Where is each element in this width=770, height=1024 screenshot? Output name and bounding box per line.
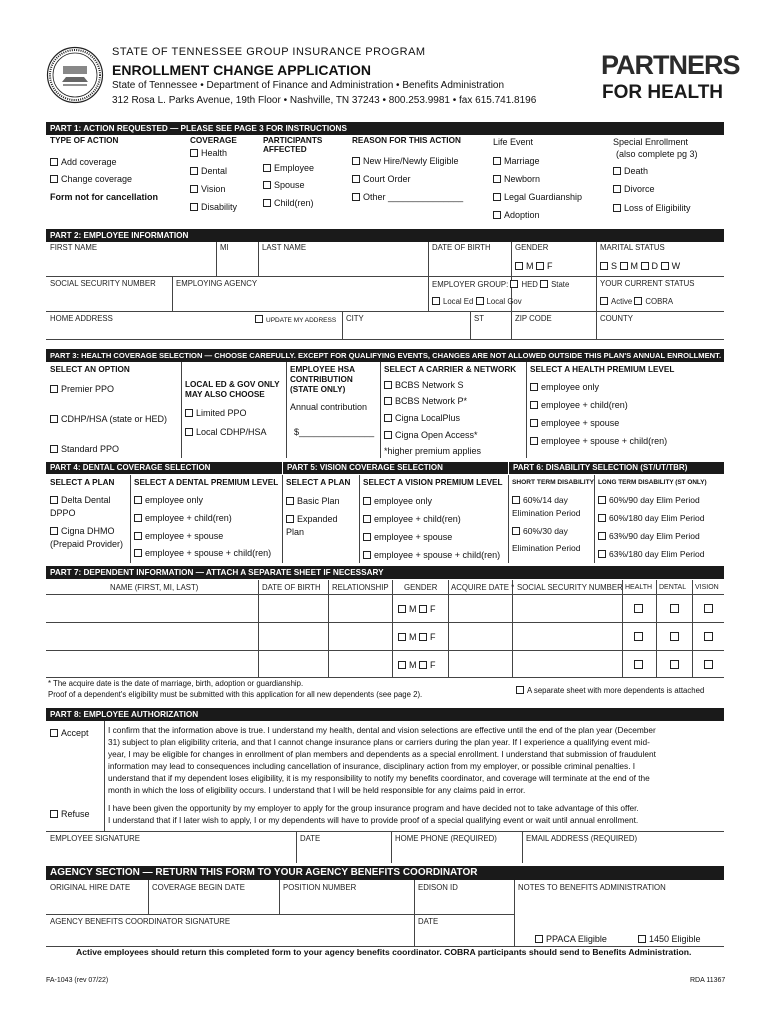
health-local-cdhp[interactable]: Local CDHP/HSA (185, 427, 267, 437)
special-divorce[interactable]: Divorce (613, 184, 655, 194)
participant-employee[interactable]: Employee (263, 163, 314, 173)
health-standard-ppo[interactable]: Standard PPO (50, 444, 119, 454)
event-marriage[interactable]: Marriage (493, 156, 540, 166)
ppaca-eligible-option[interactable]: PPACA Eligible (535, 934, 607, 944)
part5-header: PART 5: VISION COVERAGE SELECTION (283, 462, 508, 474)
ltd-60-180[interactable]: 60%/180 day Elim Period (598, 514, 704, 524)
checkbox-icon[interactable] (286, 515, 294, 523)
std-60-30[interactable]: 60%/30 day (512, 527, 568, 537)
dob-label: DATE OF BIRTH (432, 243, 491, 252)
form-number: FA-1043 (rev 07/22) (46, 977, 109, 984)
vision-premium-employee-children[interactable]: employee + child(ren) (363, 514, 461, 524)
short-term-label: SHORT TERM DISABILITY (512, 479, 595, 486)
coverage-label: COVERAGE (190, 136, 237, 145)
part2-header: PART 2: EMPLOYEE INFORMATION (46, 229, 724, 242)
dental-plan-label: SELECT A PLAN (50, 478, 115, 487)
checkbox-icon[interactable] (134, 514, 142, 522)
checkbox-icon[interactable] (50, 175, 58, 183)
vision-premium-label: SELECT A VISION PREMIUM LEVEL (363, 478, 503, 487)
higher-premium-note: *higher premium applies (384, 446, 482, 456)
ltd-63-180[interactable]: 63%/180 day Elim Period (598, 550, 704, 560)
health-premium-family[interactable]: employee + spouse + child(ren) (530, 436, 667, 446)
checkbox-icon[interactable] (510, 280, 518, 288)
dental-premium-label: SELECT A DENTAL PREMIUM LEVEL (134, 478, 279, 487)
coverage-health[interactable]: Health (190, 148, 227, 158)
coverage-disability[interactable]: Disability (190, 202, 237, 212)
carrier-network-label: SELECT A CARRIER & NETWORK (384, 365, 517, 374)
checkbox-icon[interactable] (398, 633, 406, 641)
checkbox-icon[interactable] (536, 262, 544, 270)
update-address-option[interactable]: UPDATE MY ADDRESS (255, 315, 336, 324)
hsa-label-1: EMPLOYEE HSA (290, 365, 356, 374)
checkbox-icon[interactable] (190, 149, 198, 157)
edison-id-label: EDISON ID (418, 883, 458, 892)
type-of-action-label: TYPE OF ACTION (50, 136, 119, 145)
current-status-options[interactable]: Active COBRA (600, 297, 673, 307)
home-address-label: HOME ADDRESS (50, 314, 113, 323)
checkbox-icon[interactable] (641, 262, 649, 270)
employee-signature-label: EMPLOYEE SIGNATURE (50, 834, 140, 843)
event-legal-guardianship[interactable]: Legal Guardianship (493, 192, 582, 202)
part3-header: PART 3: HEALTH COVERAGE SELECTION — CHOOSE CAREFULLY. EXCEPT FOR QUALIFYING EVENTS, CHANGES ARE NOT ALLOWED OUTSIDE THIS PLAN'S ANNUAL ENROLLMENT. (46, 349, 724, 362)
vision-basic[interactable]: Basic Plan (286, 496, 340, 506)
part1-header: PART 1: ACTION REQUESTED — PLEASE SEE PAGE 3 FOR INSTRUCTIONS (46, 122, 724, 135)
participant-children[interactable]: Child(ren) (263, 198, 314, 208)
special-enrollment-note: (also complete pg 3) (616, 149, 698, 159)
participant-spouse[interactable]: Spouse (263, 180, 305, 190)
checkbox-icon[interactable] (419, 633, 427, 641)
checkbox-icon[interactable] (352, 157, 360, 165)
st-label: ST (474, 314, 484, 323)
form-title: ENROLLMENT CHANGE APPLICATION (112, 62, 371, 78)
accept-text-4: information may lead to consequences including cancellation of insurance, disciplinary action from my employer, or possible criminal penalties. I (108, 761, 636, 771)
dep-gender-header: GENDER (404, 583, 438, 592)
ltd-60-90[interactable]: 60%/90 day Elim Period (598, 496, 700, 506)
part8-header: PART 8: EMPLOYEE AUTHORIZATION (46, 708, 724, 721)
checkbox-icon[interactable] (540, 280, 548, 288)
refuse-text-1: I have been given the opportunity by my employer to apply for the group insurance program and have decided not to take advantage of this offer. (108, 803, 639, 813)
carrier-bcbs-s[interactable]: BCBS Network S (384, 380, 464, 390)
checkbox-icon[interactable] (134, 532, 142, 540)
dep3-gender[interactable]: M F (398, 660, 436, 670)
std-60-30-elim: Elimination Period (512, 543, 581, 553)
address-line: 312 Rosa L. Parks Avenue, 19th Floor • Nashville, TN 37243 • 800.253.9981 • fax 615.741.8196 (112, 95, 537, 106)
coordinator-signature-label: AGENCY BENEFITS COORDINATOR SIGNATURE (50, 917, 231, 926)
checkbox-icon[interactable] (600, 297, 608, 305)
checkbox-icon[interactable] (598, 532, 606, 540)
vision-plan-label: SELECT A PLAN (286, 478, 351, 487)
dep1-dental-checkbox[interactable] (670, 604, 679, 613)
signature-date-label: DATE (300, 834, 321, 843)
vision-expanded[interactable]: Expanded (286, 514, 338, 524)
checkbox-icon[interactable] (50, 527, 58, 535)
dep2-dental-checkbox[interactable] (670, 632, 679, 641)
special-death[interactable]: Death (613, 166, 648, 176)
std-60-14-elim: Elimination Period (512, 508, 581, 518)
ltd-63-90[interactable]: 63%/90 day Elim Period (598, 532, 700, 542)
local-only-note1: LOCAL ED & GOV ONLY (185, 380, 280, 389)
checkbox-icon[interactable] (185, 428, 193, 436)
checkbox-icon[interactable] (530, 437, 538, 445)
hsa-label-2: CONTRIBUTION (290, 375, 353, 384)
long-term-label: LONG TERM DISABILITY (ST ONLY) (598, 479, 707, 486)
notes-label: NOTES TO BENEFITS ADMINISTRATION (518, 883, 666, 892)
gender-label: GENDER (515, 243, 549, 252)
checkbox-icon[interactable] (493, 193, 501, 201)
checkbox-icon[interactable] (384, 397, 392, 405)
dental-premium-family[interactable]: employee + spouse + child(ren) (134, 548, 271, 558)
checkbox-icon[interactable] (134, 496, 142, 504)
agency-date-label: DATE (418, 917, 439, 926)
participants-label: PARTICIPANTS AFFECTED (263, 136, 323, 155)
checkbox-icon[interactable] (530, 419, 538, 427)
vision-expanded-plan: Plan (286, 527, 305, 537)
cancel-note: Form not for cancellation (50, 192, 159, 202)
current-status-label: YOUR CURRENT STATUS (600, 279, 695, 288)
checkbox-icon[interactable] (535, 935, 543, 943)
reason-other[interactable]: Other _______________ (352, 192, 463, 202)
carrier-bcbs-p[interactable]: BCBS Network P* (384, 396, 467, 406)
checkbox-icon[interactable] (190, 185, 198, 193)
special-enrollment-label: Special Enrollment (613, 137, 689, 147)
dental-premium-employee[interactable]: employee only (134, 495, 203, 505)
checkbox-icon[interactable] (255, 315, 263, 323)
checkbox-icon[interactable] (50, 729, 58, 737)
dep2-gender[interactable]: M F (398, 632, 436, 642)
accept-text-5: understand that if my dependent loses eligibility, it is my responsibility to notify my benefits coordinator, and coverage will terminate at the end of the (108, 773, 650, 783)
vision-premium-family[interactable]: employee + spouse + child(ren) (363, 550, 500, 560)
change-coverage-option[interactable]: Change coverage (50, 174, 132, 184)
dep-vision-header: VISION (695, 584, 719, 591)
dental-cigna[interactable]: Cigna DHMO (50, 526, 115, 536)
checkbox-icon[interactable] (286, 497, 294, 505)
checkbox-icon[interactable] (50, 158, 58, 166)
ssn-label: SOCIAL SECURITY NUMBER (50, 279, 156, 288)
checkbox-icon[interactable] (185, 409, 193, 417)
dental-premium-employee-children[interactable]: employee + child(ren) (134, 513, 232, 523)
part4-header: PART 4: DENTAL COVERAGE SELECTION (46, 462, 282, 474)
checkbox-icon[interactable] (512, 527, 520, 535)
checkbox-icon[interactable] (493, 175, 501, 183)
dental-delta-dppo: DPPO (50, 508, 76, 518)
separate-sheet-option[interactable]: A separate sheet with more dependents is attached (516, 686, 704, 696)
checkbox-icon[interactable] (598, 496, 606, 504)
carrier-cigna-localplus[interactable]: Cigna LocalPlus (384, 413, 460, 423)
checkbox-icon[interactable] (134, 549, 142, 557)
dep-dental-header: DENTAL (659, 584, 687, 591)
checkbox-icon[interactable] (363, 515, 371, 523)
checkbox-icon[interactable] (398, 605, 406, 613)
checkbox-icon[interactable] (419, 605, 427, 613)
dental-premium-employee-spouse[interactable]: employee + spouse (134, 531, 223, 541)
checkbox-icon[interactable] (493, 157, 501, 165)
checkbox-icon[interactable] (512, 496, 520, 504)
accept-text-6: month in which the loss of eligibility occurs. I understand that I will be held responsible for any claims paid in error. (108, 785, 526, 795)
checkbox-icon[interactable] (661, 262, 669, 270)
checkbox-icon[interactable] (638, 935, 646, 943)
proof-note: Proof of a dependent's eligibility must be submitted with this application for all new dependents (see page 2). (48, 690, 423, 699)
home-phone-label: HOME PHONE (REQUIRED) (395, 834, 497, 843)
std-60-14[interactable]: 60%/14 day (512, 496, 568, 506)
health-premier-ppo[interactable]: Premier PPO (50, 384, 114, 394)
life-event-label: Life Event (493, 137, 534, 147)
dep3-vision-checkbox[interactable] (704, 660, 713, 669)
dep-acquire-header: ACQUIRE DATE * (451, 583, 515, 592)
dep1-health-checkbox[interactable] (634, 604, 643, 613)
health-premium-employee-spouse[interactable]: employee + spouse (530, 418, 619, 428)
checkbox-icon[interactable] (363, 533, 371, 541)
first-name-label: FIRST NAME (50, 243, 98, 252)
checkbox-icon[interactable] (352, 175, 360, 183)
health-premium-label: SELECT A HEALTH PREMIUM LEVEL (530, 365, 675, 374)
hsa-label-3: (STATE ONLY) (290, 385, 346, 394)
checkbox-icon[interactable] (620, 262, 628, 270)
checkbox-icon[interactable] (398, 661, 406, 669)
employing-agency-label: EMPLOYING AGENCY (176, 279, 258, 288)
reason-new-hire[interactable]: New Hire/Newly Eligible (352, 156, 459, 166)
dep1-vision-checkbox[interactable] (704, 604, 713, 613)
checkbox-icon[interactable] (598, 514, 606, 522)
marital-status-label: MARITAL STATUS (600, 243, 665, 252)
logo-for-health: FOR HEALTH (602, 82, 724, 103)
state-seal (46, 46, 104, 104)
checkbox-icon[interactable] (476, 297, 484, 305)
checkbox-icon[interactable] (613, 204, 621, 212)
accept-text-1: I confirm that the information above is true. I understand my health, dental and vision selections are effective until the end of the plan year (December (108, 725, 656, 735)
dental-delta[interactable]: Delta Dental (50, 495, 111, 505)
part7-header: PART 7: DEPENDENT INFORMATION — ATTACH A SEPARATE SHEET IF NECESSARY (46, 566, 724, 579)
checkbox-icon[interactable] (515, 262, 523, 270)
checkbox-icon[interactable] (263, 164, 271, 172)
dep-name-header: NAME (FIRST, MI, LAST) (110, 583, 199, 592)
coverage-vision[interactable]: Vision (190, 184, 225, 194)
checkbox-icon[interactable] (50, 496, 58, 504)
department-line: State of Tennessee • Department of Finance and Administration • Benefits Administration (112, 80, 505, 91)
checkbox-icon[interactable] (50, 445, 58, 453)
email-label: EMAIL ADDRESS (REQUIRED) (526, 834, 638, 843)
checkbox-icon[interactable] (50, 415, 58, 423)
last-name-label: LAST NAME (262, 243, 307, 252)
checkbox-icon[interactable] (432, 297, 440, 305)
dep2-vision-checkbox[interactable] (704, 632, 713, 641)
checkbox-icon[interactable] (634, 297, 642, 305)
vision-premium-employee[interactable]: employee only (363, 496, 432, 506)
local-only-note2: MAY ALSO CHOOSE (185, 390, 265, 399)
employer-group-label[interactable]: EMPLOYER GROUP: HED State (432, 280, 570, 289)
checkbox-icon[interactable] (263, 199, 271, 207)
health-premium-employee[interactable]: employee only (530, 382, 599, 392)
original-hire-label: ORIGINAL HIRE DATE (50, 883, 131, 892)
coverage-begin-label: COVERAGE BEGIN DATE (152, 883, 246, 892)
checkbox-icon[interactable] (493, 211, 501, 219)
checkbox-icon[interactable] (190, 203, 198, 211)
logo-partners: PARTNERS (601, 50, 740, 80)
position-number-label: POSITION NUMBER (283, 883, 357, 892)
footer-note: Active employees should return this completed form to your agency benefits coordinator. COBRA participants should send to Benefits Administration. (76, 947, 692, 957)
zip-label: ZIP CODE (515, 314, 552, 323)
checkbox-icon[interactable] (530, 383, 538, 391)
refuse-option[interactable]: Refuse (50, 809, 90, 819)
agency-header: AGENCY SECTION — RETURN THIS FORM TO YOUR AGENCY BENEFITS COORDINATOR (46, 866, 724, 880)
mi-label: MI (220, 243, 229, 252)
acquire-date-note: * The acquire date is the date of marriage, birth, adoption or guardianship. (48, 679, 304, 688)
add-coverage-option[interactable]: Add coverage (50, 157, 117, 167)
dep3-health-checkbox[interactable] (634, 660, 643, 669)
program-name: STATE OF TENNESSEE GROUP INSURANCE PROGRAM (112, 46, 426, 58)
dep3-dental-checkbox[interactable] (670, 660, 679, 669)
employer-group-local[interactable]: Local Ed Local Gov (432, 297, 522, 307)
accept-option[interactable]: Accept (50, 728, 89, 738)
checkbox-icon[interactable] (598, 550, 606, 558)
dental-cigna-prepaid: (Prepaid Provider) (50, 539, 124, 549)
rda-number: RDA 11367 (690, 977, 726, 984)
city-label: CITY (346, 314, 364, 323)
accept-text-2: 31) subject to plan eligibility criteria, and that I cannot change insurance plans or carriers during the plan year. If I experience a qualifying event mid- (108, 737, 650, 747)
coverage-dental[interactable]: Dental (190, 166, 227, 176)
dep1-gender[interactable]: M F (398, 604, 436, 614)
annual-contribution-label: Annual contribution (290, 402, 368, 412)
checkbox-icon[interactable] (190, 167, 198, 175)
checkbox-icon[interactable] (384, 431, 392, 439)
county-label: COUNTY (600, 314, 633, 323)
marital-options[interactable]: S M D W (600, 261, 680, 271)
health-limited-ppo[interactable]: Limited PPO (185, 408, 247, 418)
accept-text-3: year, I may be eligible for changes in enrollment of plan members and dependents as a special enrollment. I understand that submission of fraudulent (108, 749, 656, 759)
special-loss-of-eligibility[interactable]: Loss of Eligibility (613, 203, 691, 213)
health-cdhp[interactable]: CDHP/HSA (state or HED) (50, 414, 167, 424)
event-adoption[interactable]: Adoption (493, 210, 540, 220)
checkbox-icon[interactable] (384, 381, 392, 389)
checkbox-icon[interactable] (263, 181, 271, 189)
checkbox-icon[interactable] (363, 551, 371, 559)
dep-relationship-header: RELATIONSHIP (332, 583, 389, 592)
checkbox-icon[interactable] (613, 167, 621, 175)
eligible-1450-option[interactable]: 1450 Eligible (638, 934, 701, 944)
checkbox-icon[interactable] (530, 401, 538, 409)
checkbox-icon[interactable] (613, 185, 621, 193)
dep-dob-header: DATE OF BIRTH (262, 583, 321, 592)
checkbox-icon[interactable] (363, 497, 371, 505)
gender-options[interactable]: M F (515, 261, 553, 271)
event-newborn[interactable]: Newborn (493, 174, 540, 184)
dep2-health-checkbox[interactable] (634, 632, 643, 641)
dep-health-header: HEALTH (625, 584, 653, 591)
checkbox-icon[interactable] (384, 414, 392, 422)
checkbox-icon[interactable] (419, 661, 427, 669)
reason-court-order[interactable]: Court Order (352, 174, 411, 184)
select-option-label: SELECT AN OPTION (50, 365, 130, 374)
health-premium-employee-children[interactable]: employee + child(ren) (530, 400, 628, 410)
checkbox-icon[interactable] (600, 262, 608, 270)
reason-label: REASON FOR THIS ACTION (352, 136, 461, 145)
checkbox-icon[interactable] (352, 193, 360, 201)
vision-premium-employee-spouse[interactable]: employee + spouse (363, 532, 452, 542)
carrier-cigna-open-access[interactable]: Cigna Open Access* (384, 430, 478, 440)
checkbox-icon[interactable] (516, 686, 524, 694)
annual-contribution-field[interactable]: $_______________ (294, 427, 375, 437)
refuse-text-2: I understand that if I later wish to apply, I or my dependents will have to provide proof of a special qualifying event or wait until annual enrollment. (108, 815, 639, 825)
checkbox-icon[interactable] (50, 810, 58, 818)
dep-ssn-header: SOCIAL SECURITY NUMBER (517, 583, 623, 592)
checkbox-icon[interactable] (50, 385, 58, 393)
part6-header: PART 6: DISABILITY SELECTION (ST/UT/TBR) (509, 462, 724, 474)
